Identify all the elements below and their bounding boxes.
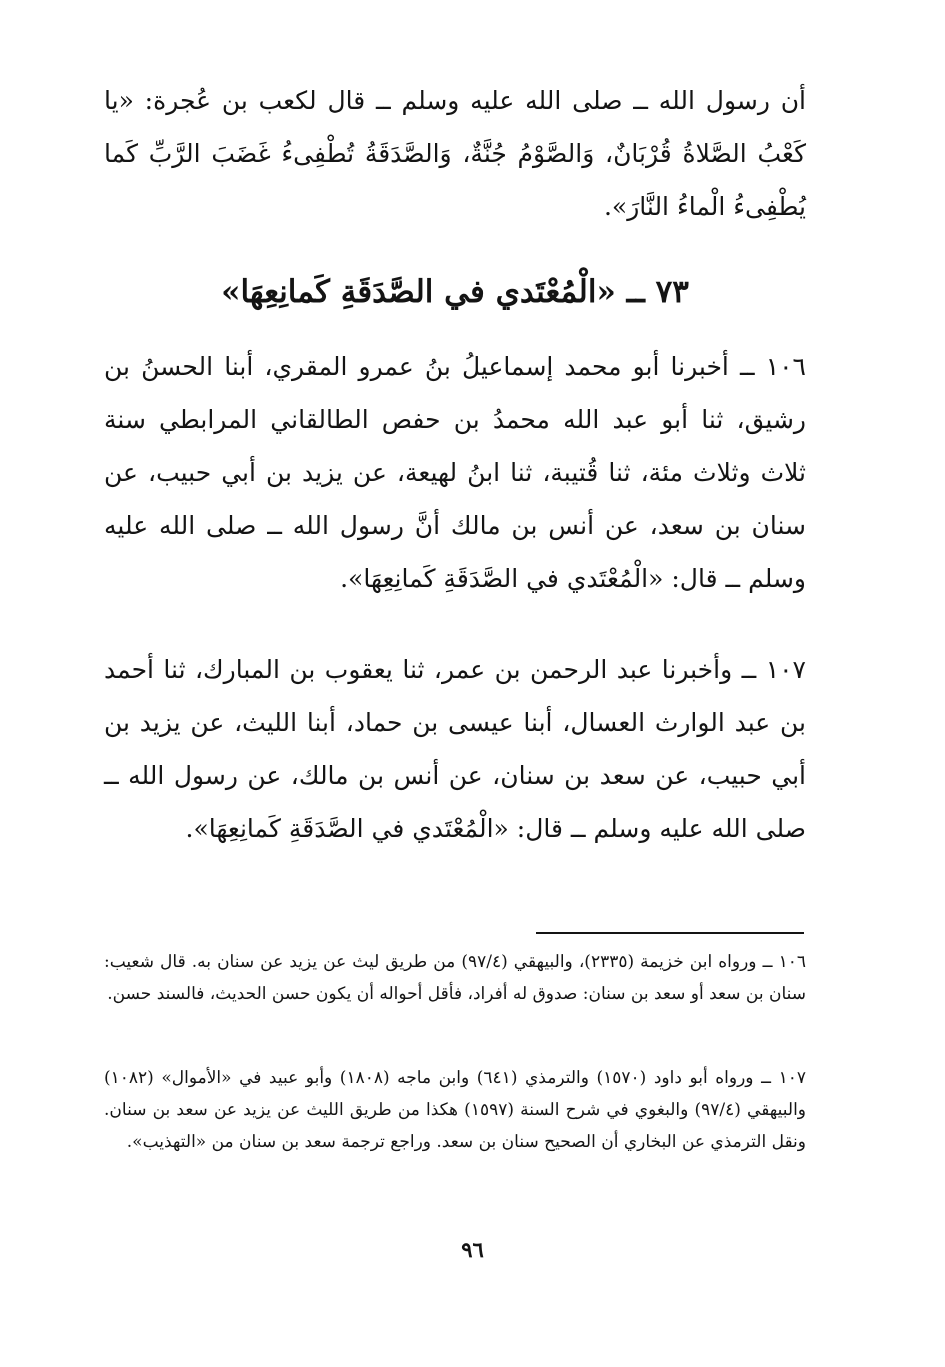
section-heading: ٧٣ ــ «الْمُعْتَدي في الصَّدَقَةِ كَمانِعِهَا» — [221, 274, 689, 310]
footnote-divider — [536, 932, 804, 934]
hadith-107-paragraph: ١٠٧ ــ وأخبرنا عبد الرحمن بن عمر، ثنا يعقوب بن المبارك، ثنا أحمد بن عبد الوارث العسال، أبنا عيسى بن حماد، أبنا الليث، عن يزيد بن أبي حبيب، عن سعد بن سنان، عن أنس بن مالك، عن رسول الله ــ صلى الله عليه وسلم ــ قال: «الْمُعْتَدي في الصَّدَقَةِ كَمانِعِهَا». — [104, 655, 806, 843]
page-number: ٩٦ — [461, 1237, 484, 1262]
hadith-106-paragraph: ١٠٦ ــ أخبرنا أبو محمد إسماعيلُ بنُ عمرو المقري، أبنا الحسنُ بن رشيق، ثنا أبو عبد الله محمدُ بن حفص الطالقاني المرابطي سنة ثلاث وثلاث مئة، ثنا قُتيبة، ثنا ابنُ لهيعة، عن يزيد بن أبي حبيب، عن سنان بن سعد، عن أنس بن مالك أنَّ رسول الله ــ صلى الله عليه وسلم ــ قال: «الْمُعْتَدي في الصَّدَقَةِ كَمانِعِهَا». — [104, 352, 806, 593]
footnote-106: ١٠٦ ــ ورواه ابن خزيمة (٢٣٣٥)، والبيهقي (٩٧/٤) من طريق ليث عن يزيد عن سنان به. قال شعيب: سنان بن سعد أو سعد بن سنان: صدوق له أفراد، فأقل أحواله أن يكون حسن الحديث، فالسند حسن. — [104, 952, 806, 1004]
footnote-107: ١٠٧ ــ ورواه أبو داود (١٥٧٠) والترمذي (٦٤١) وابن ماجه (١٨٠٨) وأبو عبيد في «الأموال» (١٠٨٢) والبيهقي (٩٧/٤) والبغوي في شرح السنة (١٥٩٧) هكذا من طريق الليث عن يزيد عن سعد بن سنان. ونقل الترمذي عن البخاري أن الصحيح سنان بن سعد. وراجع ترجمة سعد بن سنان من «التهذيب». — [104, 1068, 807, 1152]
intro-paragraph: أن رسول الله ــ صلى الله عليه وسلم ــ قال لكعب بن عُجرة: «يا كَعْبُ الصَّلاةُ قُرْبَانٌ، وَالصَّوْمُ جُنَّةٌ، وَالصَّدَقَةُ تُطْفِىءُ غَضَبَ الرَّبِّ كَما يُطْفِىءُ الْماءُ النَّارَ». — [104, 86, 806, 221]
